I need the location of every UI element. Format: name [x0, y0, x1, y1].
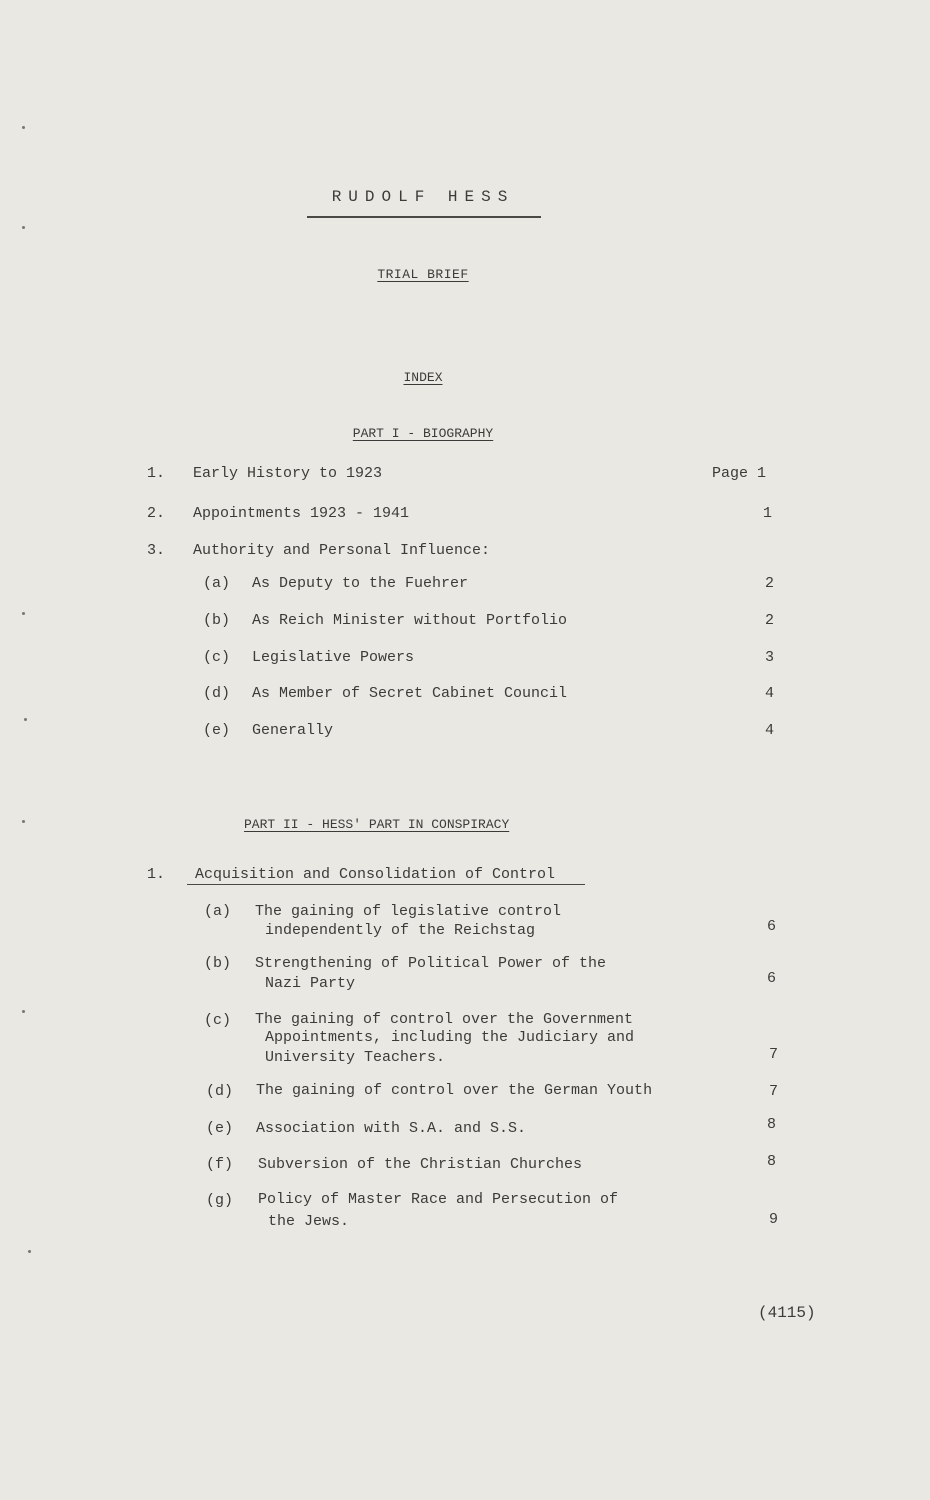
subitem-text-line1: Subversion of the Christian Churches [258, 1156, 583, 1173]
subitem-text: Generally [252, 722, 334, 739]
subitem-text-line1: The gaining of control over the Government [255, 1011, 634, 1028]
subitem-letter: (f) [206, 1156, 234, 1173]
document-subtitle: TRIAL BRIEF [377, 267, 469, 282]
subitem-text: As Member of Secret Cabinet Council [252, 685, 568, 702]
subitem-letter: (c) [204, 1012, 232, 1029]
subitem-text-line2: Appointments, including the Judiciary and [265, 1029, 635, 1046]
document-title: RUDOLF HESS [331, 188, 515, 206]
subitem-letter: (d) [203, 685, 231, 702]
subitem-text: Legislative Powers [252, 649, 415, 666]
margin-speck [28, 1250, 31, 1253]
margin-speck [22, 1010, 25, 1013]
subitem-text-line1: The gaining of control over the German Youth [256, 1082, 653, 1099]
part1-heading: PART I - BIOGRAPHY [352, 426, 494, 441]
subitem-text-line2: Nazi Party [265, 975, 356, 992]
subitem-page: 3 [764, 649, 774, 666]
subitem-text-line3: University Teachers. [265, 1049, 446, 1066]
margin-speck [22, 126, 25, 129]
margin-speck [22, 226, 25, 229]
item-number: 1. [147, 465, 166, 482]
subitem-page: 7 [768, 1083, 778, 1100]
subitem-letter: (a) [203, 575, 231, 592]
item-number: 3. [147, 542, 166, 559]
subitem-letter: (a) [204, 903, 232, 920]
subitem-page: 2 [764, 612, 774, 629]
subitem-page: 4 [764, 685, 774, 702]
subitem-text-line1: Policy of Master Race and Persecution of [258, 1191, 619, 1208]
subitem-letter: (b) [203, 612, 231, 629]
subitem-letter: (c) [203, 649, 231, 666]
part2-heading: PART II - HESS' PART IN CONSPIRACY [244, 817, 510, 832]
item-underline [187, 884, 585, 885]
subitem-letter: (e) [206, 1120, 234, 1137]
margin-speck [22, 820, 25, 823]
title-underline [307, 216, 541, 218]
margin-speck [22, 612, 25, 615]
item-text: Acquisition and Consolidation of Control [195, 866, 556, 883]
subitem-letter: (e) [203, 722, 231, 739]
item-page: Page 1 [712, 465, 767, 482]
subitem-text-line1: The gaining of legislative control [255, 903, 562, 920]
item-number: 2. [147, 505, 166, 522]
item-text: Authority and Personal Influence: [193, 542, 491, 559]
subitem-page: 8 [766, 1116, 776, 1133]
item-number: 1. [147, 866, 166, 883]
subitem-text: As Reich Minister without Portfolio [252, 612, 568, 629]
item-text: Appointments 1923 - 1941 [193, 505, 410, 522]
index-heading: INDEX [403, 370, 443, 385]
subitem-text-line2: the Jews. [268, 1213, 350, 1230]
document-number: (4115) [758, 1304, 816, 1322]
subitem-letter: (b) [204, 955, 232, 972]
subitem-text-line1: Strengthening of Political Power of the [255, 955, 607, 972]
subitem-page: 2 [764, 575, 774, 592]
subitem-page: 7 [768, 1046, 778, 1063]
subitem-letter: (d) [206, 1083, 234, 1100]
subitem-text-line1: Association with S.A. and S.S. [256, 1120, 527, 1137]
subitem-page: 8 [766, 1153, 776, 1170]
item-page: 1 [762, 505, 772, 522]
margin-speck [24, 718, 27, 721]
subitem-page: 4 [764, 722, 774, 739]
subitem-page: 6 [766, 970, 776, 987]
subitem-page: 9 [768, 1211, 778, 1228]
subitem-page: 6 [766, 918, 776, 935]
subitem-letter: (g) [206, 1192, 234, 1209]
subitem-text: As Deputy to the Fuehrer [252, 575, 469, 592]
subitem-text-line2: independently of the Reichstag [265, 922, 536, 939]
item-text: Early History to 1923 [193, 465, 383, 482]
